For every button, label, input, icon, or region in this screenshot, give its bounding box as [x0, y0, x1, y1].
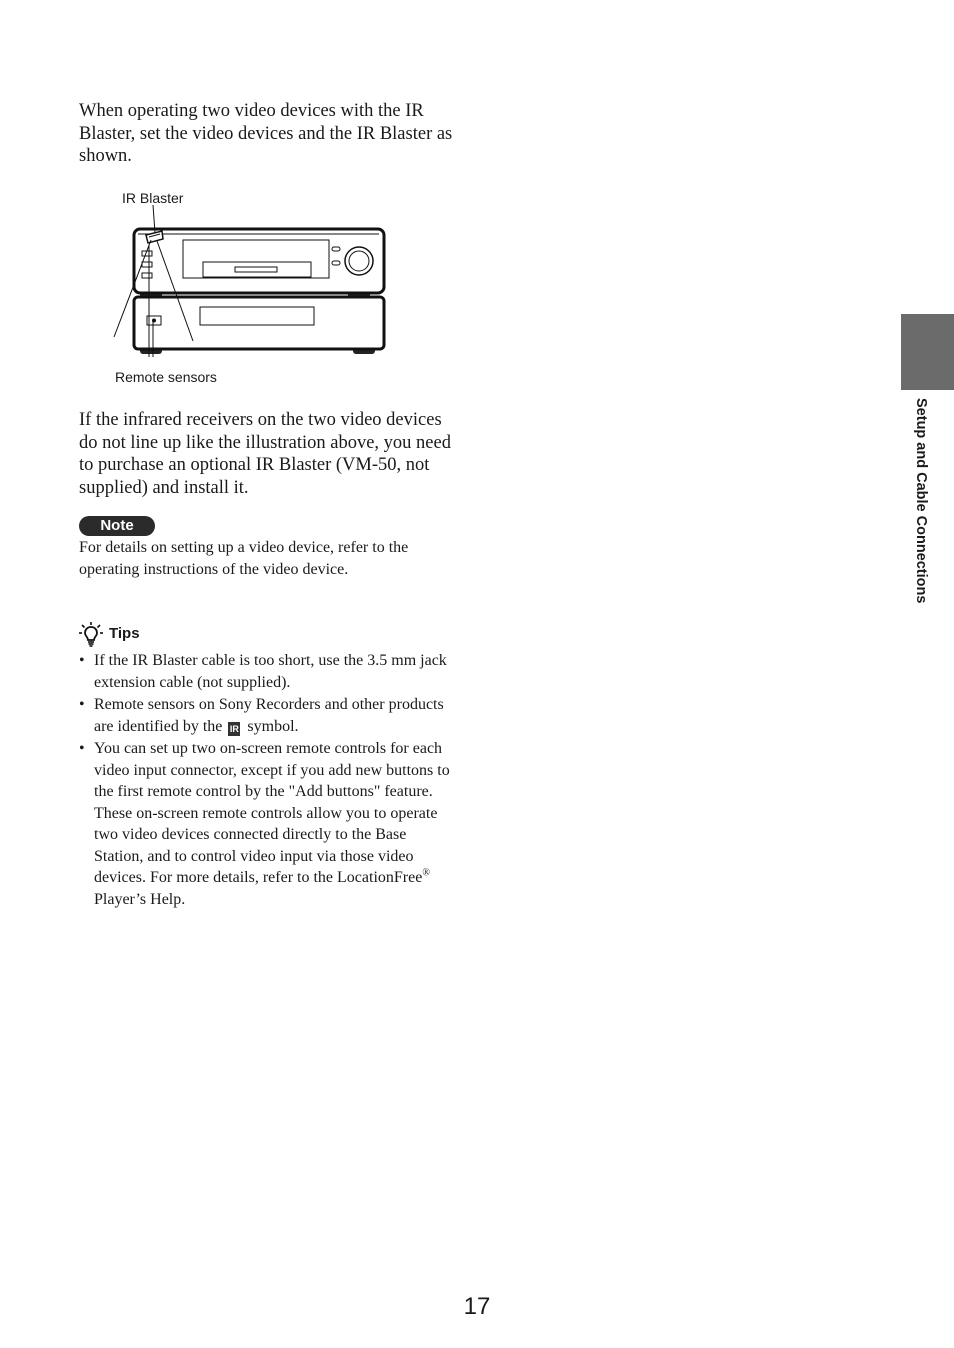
ir-blaster-label: IR Blaster	[122, 190, 184, 206]
ir-blaster-setup-illustration	[105, 185, 395, 395]
tip-item	[79, 694, 459, 737]
section-tab	[901, 314, 954, 390]
lightbulb-icon	[79, 621, 103, 647]
tip-item	[79, 738, 459, 910]
note-text: For details on setting up a video device, refer to the operating instructions of the video device.	[79, 539, 409, 578]
section-label: Setup and Cable Connections	[913, 398, 929, 604]
ir-symbol-icon: IR	[229, 723, 239, 734]
remote-sensors-label: Remote sensors	[115, 369, 217, 385]
note-badge: Note	[79, 516, 155, 536]
page-number: 17	[463, 1293, 491, 1320]
intro-paragraph: When operating two video devices with the IR Blaster, set the video devices and the IR Blaster as shown.	[79, 101, 453, 166]
registered-mark: ®	[422, 867, 430, 879]
tip-item	[79, 650, 459, 693]
bullet: •	[79, 696, 85, 713]
tips-list	[79, 650, 459, 911]
tips-heading: Tips	[109, 625, 140, 642]
bullet: •	[79, 740, 85, 757]
tip-text: You can set up two on-screen remote controls for each video input connector, except if you add new buttons to the first remote control by the "Add buttons" feature. These on-screen remote controls allow you to operate two video devices connected directly to the Base Station, and to control video input via those video devices. For more details, refer to the LocationFree	[94, 740, 450, 886]
tip-text: If the IR Blaster cable is too short, use the 3.5 mm jack extension cable (not supplied).	[94, 652, 447, 691]
tip-text: symbol.	[247, 717, 299, 735]
stacked-video-devices-drawing	[105, 185, 395, 395]
tip-text: Player’s Help.	[94, 890, 186, 908]
bullet: •	[79, 652, 85, 669]
optional-ir-blaster-paragraph: If the infrared receivers on the two video devices do not line up like the illustration above, you need to purchase an optional IR Blaster (VM-50, not supplied) and install it.	[79, 410, 451, 498]
tip-text: Remote sensors on Sony Recorders and other products are identified by the	[94, 696, 444, 735]
